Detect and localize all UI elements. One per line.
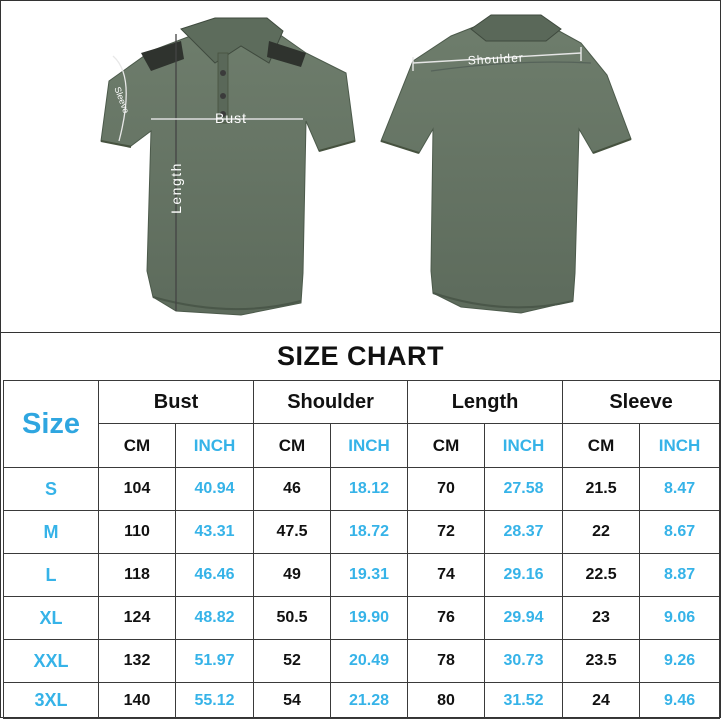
inch-value-cell: 20.49: [331, 640, 408, 683]
bust-inch-header: INCH: [176, 424, 254, 468]
shoulder-label: Shoulder: [467, 50, 525, 68]
length-group-header: Length: [408, 381, 563, 424]
size-cell: M: [4, 511, 99, 554]
cm-value-cell: 47.5: [254, 511, 331, 554]
back-shirt-image: [381, 15, 631, 313]
shoulder-cm-header: CM: [254, 424, 331, 468]
inch-value-cell: 29.94: [485, 597, 563, 640]
cm-value-cell: 72: [408, 511, 485, 554]
size-cell: 3XL: [4, 683, 99, 719]
sleeve-inch-header: INCH: [640, 424, 720, 468]
inch-value-cell: 19.90: [331, 597, 408, 640]
cm-value-cell: 24: [563, 683, 640, 719]
cm-value-cell: 52: [254, 640, 331, 683]
cm-value-cell: 46: [254, 468, 331, 511]
product-photos: [1, 1, 720, 331]
inch-value-cell: 9.46: [640, 683, 720, 719]
shoulder-inch-header: INCH: [331, 424, 408, 468]
cm-value-cell: 76: [408, 597, 485, 640]
size-chart-title: SIZE CHART: [277, 341, 444, 371]
inch-value-cell: 46.46: [176, 554, 254, 597]
sleeve-cm-header: CM: [563, 424, 640, 468]
size-chart-title-row: [1, 332, 720, 380]
cm-value-cell: 49: [254, 554, 331, 597]
cm-value-cell: 74: [408, 554, 485, 597]
cm-value-cell: 104: [99, 468, 176, 511]
sleeve-label: Sleeve: [112, 85, 132, 115]
inch-value-cell: 19.31: [331, 554, 408, 597]
inch-value-cell: 29.16: [485, 554, 563, 597]
cm-value-cell: 124: [99, 597, 176, 640]
size-cell: XXL: [4, 640, 99, 683]
cm-value-cell: 132: [99, 640, 176, 683]
bust-group-header: Bust: [99, 381, 254, 424]
inch-value-cell: 48.82: [176, 597, 254, 640]
table-row: [4, 511, 720, 554]
inch-value-cell: 27.58: [485, 468, 563, 511]
table-row: [4, 640, 720, 683]
cm-value-cell: 22: [563, 511, 640, 554]
size-cell: XL: [4, 597, 99, 640]
cm-value-cell: 140: [99, 683, 176, 719]
size-column-header: Size: [4, 381, 99, 468]
inch-value-cell: 18.72: [331, 511, 408, 554]
length-cm-header: CM: [408, 424, 485, 468]
inch-value-cell: 8.47: [640, 468, 720, 511]
table-row: [4, 468, 720, 511]
inch-value-cell: 40.94: [176, 468, 254, 511]
cm-value-cell: 23: [563, 597, 640, 640]
inch-value-cell: 28.37: [485, 511, 563, 554]
shoulder-group-header: Shoulder: [254, 381, 408, 424]
inch-value-cell: 43.31: [176, 511, 254, 554]
size-cell: S: [4, 468, 99, 511]
cm-value-cell: 21.5: [563, 468, 640, 511]
bust-cm-header: CM: [99, 424, 176, 468]
cm-value-cell: 78: [408, 640, 485, 683]
inch-value-cell: 9.26: [640, 640, 720, 683]
inch-value-cell: 55.12: [176, 683, 254, 719]
bust-label: Bust: [214, 110, 248, 126]
inch-value-cell: 21.28: [331, 683, 408, 719]
cm-value-cell: 23.5: [563, 640, 640, 683]
inch-value-cell: 9.06: [640, 597, 720, 640]
sleeve-group-header: Sleeve: [563, 381, 720, 424]
inch-value-cell: 30.73: [485, 640, 563, 683]
inch-value-cell: 31.52: [485, 683, 563, 719]
table-header-row: [4, 381, 720, 424]
size-cell: L: [4, 554, 99, 597]
size-table: [3, 380, 720, 719]
cm-value-cell: 70: [408, 468, 485, 511]
inch-value-cell: 8.67: [640, 511, 720, 554]
inch-value-cell: 8.87: [640, 554, 720, 597]
cm-value-cell: 118: [99, 554, 176, 597]
length-inch-header: INCH: [485, 424, 563, 468]
inch-value-cell: 18.12: [331, 468, 408, 511]
table-row: [4, 683, 720, 719]
unit-header-row: [4, 424, 720, 468]
cm-value-cell: 22.5: [563, 554, 640, 597]
table-row: [4, 597, 720, 640]
cm-value-cell: 54: [254, 683, 331, 719]
cm-value-cell: 110: [99, 511, 176, 554]
cm-value-cell: 50.5: [254, 597, 331, 640]
inch-value-cell: 51.97: [176, 640, 254, 683]
table-row: [4, 554, 720, 597]
front-shirt-image: [101, 18, 355, 315]
cm-value-cell: 80: [408, 683, 485, 719]
length-label: Length: [168, 162, 184, 214]
